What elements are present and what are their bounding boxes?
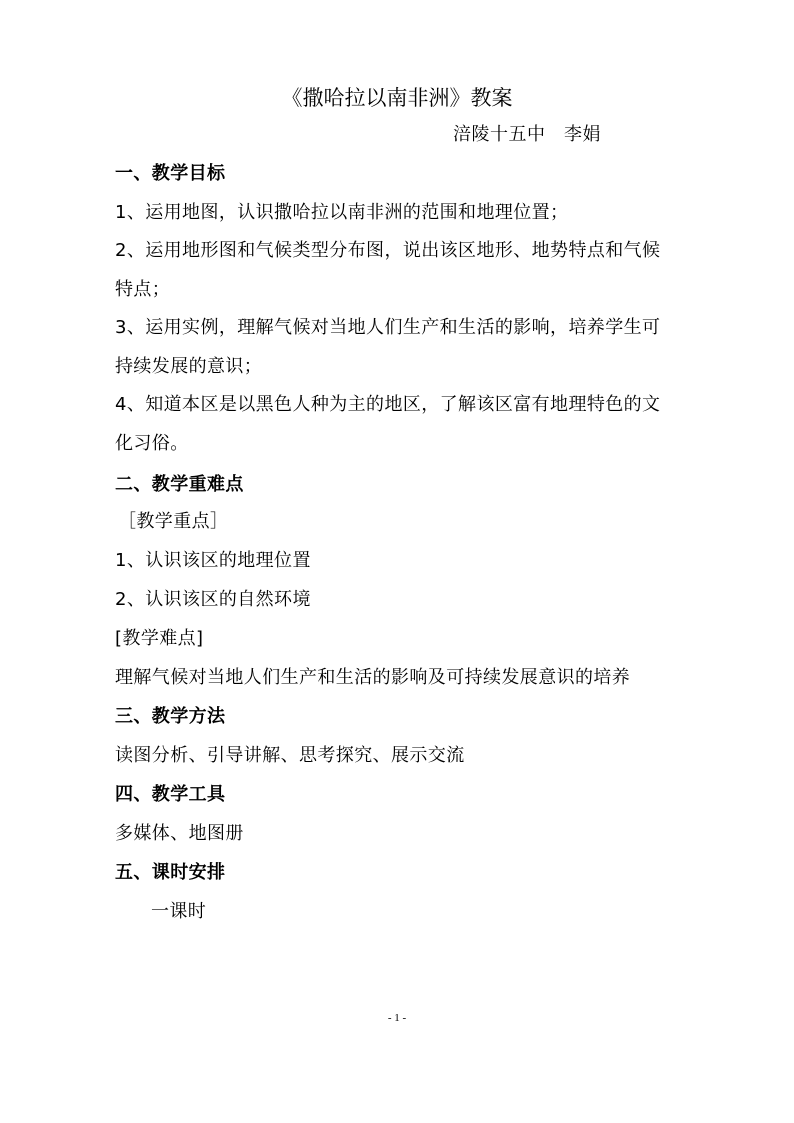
paragraph-line: 4、知道本区是以黑色人种为主的地区，了解该区富有地理特色的文	[115, 394, 661, 415]
subheading-difficulties: [教学难点]	[115, 628, 204, 649]
paragraph-line: 1、运用地图，认识撒哈拉以南非洲的范围和地理位置；	[115, 202, 569, 223]
paragraph-line: 特点；	[115, 279, 171, 300]
paragraph-line: 持续发展的意识；	[115, 356, 263, 377]
paragraph-line: 2、运用地形图和气候类型分布图，说出该区地形、地势特点和气候	[115, 240, 661, 261]
author-line: 涪陵十五中 李娟	[453, 124, 601, 145]
paragraph-line: 理解气候对当地人们生产和生活的影响及可持续发展意识的培养	[115, 667, 631, 688]
section-heading: 一、教学目标	[115, 163, 226, 184]
paragraph-line: 化习俗。	[115, 433, 189, 454]
paragraph-line: 3、运用实例，理解气候对当地人们生产和生活的影响，培养学生可	[115, 317, 661, 338]
subheading-key-points: ［教学重点］	[118, 511, 229, 532]
paragraph-line: 1、认识该区的地理位置	[115, 550, 311, 571]
paragraph-line: 多媒体、地图册	[115, 823, 244, 844]
section-heading: 三、教学方法	[115, 706, 226, 727]
paragraph-line: 读图分析、引导讲解、思考探究、展示交流	[115, 745, 465, 766]
page-number: - 1 -	[387, 1012, 407, 1024]
section-heading: 二、教学重难点	[115, 474, 244, 495]
paragraph-line: 一课时	[151, 901, 207, 922]
document-title: 《撒哈拉以南非洲》教案	[281, 86, 513, 110]
paragraph-line: 2、认识该区的自然环境	[115, 589, 311, 610]
section-heading: 五、课时安排	[115, 862, 226, 883]
section-heading: 四、教学工具	[115, 784, 226, 805]
